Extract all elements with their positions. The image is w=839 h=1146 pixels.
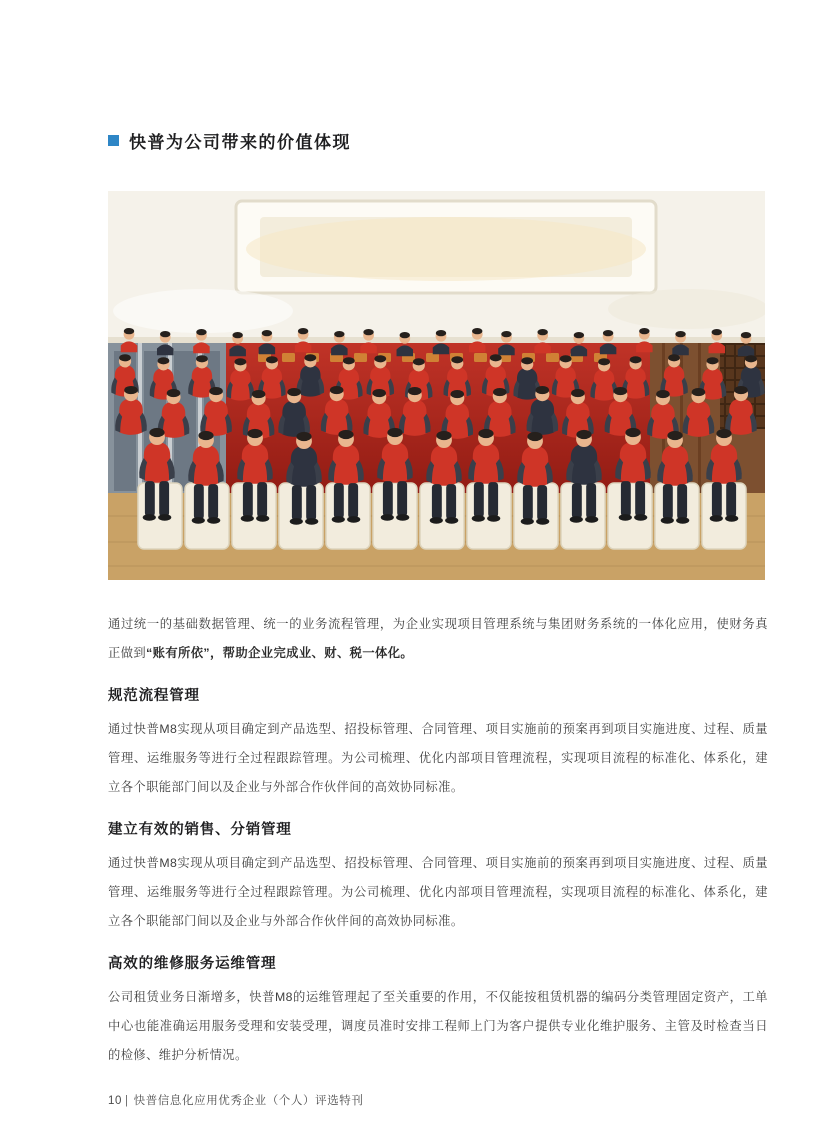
- section-paragraph-sales: 通过快普M8实现从项目确定到产品选型、招投标管理、合同管理、项目实施前的预案再到项目实施进度、过程、质量管理、运维服务等进行全过程跟踪管理。为公司梳理、优化内部项目管理流程，实现项目流程的标准化、体系化，建立各个职能部门间以及企业与外部合作伙伴间的高效协同标准。: [108, 856, 768, 928]
- section-heading-sales: 建立有效的销售、分销管理: [108, 822, 292, 838]
- page-title-row: [108, 128, 768, 153]
- bullet-square-icon: [108, 135, 119, 146]
- section-paragraph-maintenance: 公司租赁业务日渐增多，快普M8的运维管理起了至关重要的作用，不仅能按租赁机器的编码分类管理固定资产，工单中心也能准确运用服务受理和安装受理，调度员准时安排工程师上门为客户提供专业化维护服务、主管及时检查当日的检修、维护分析情况。: [108, 990, 768, 1062]
- page-title: 快普为公司带来的价值体现: [129, 133, 351, 152]
- intro-bold-text: “账有所依”，帮助企业完成业、财、税一体化。: [146, 646, 414, 660]
- section-heading-process: 规范流程管理: [108, 688, 200, 704]
- intro-text: 通过统一的基础数据管理、统一的业务流程管理，为企业实现项目管理系统与集团财务系统的一体化应用，使财务真正做到: [108, 617, 768, 660]
- page-footer: [108, 1092, 768, 1108]
- footer-page-number: 10: [108, 1095, 122, 1107]
- group-photo: [108, 191, 765, 580]
- footer-text: 快普信息化应用优秀企业（个人）评选特刊: [133, 1095, 364, 1107]
- section-paragraph-process: 通过快普M8实现从项目确定到产品选型、招投标管理、合同管理、项目实施前的预案再到项目实施进度、过程、质量管理、运维服务等进行全过程跟踪管理。为公司梳理、优化内部项目管理流程，实现项目流程的标准化、体系化，建立各个职能部门间以及企业与外部合作伙伴间的高效协同标准。: [108, 722, 768, 794]
- footer-divider: |: [125, 1095, 129, 1107]
- group-photo-illustration: [108, 191, 765, 580]
- intro-paragraph: [108, 610, 768, 668]
- section-heading-maintenance: 高效的维修服务运维管理: [108, 956, 277, 972]
